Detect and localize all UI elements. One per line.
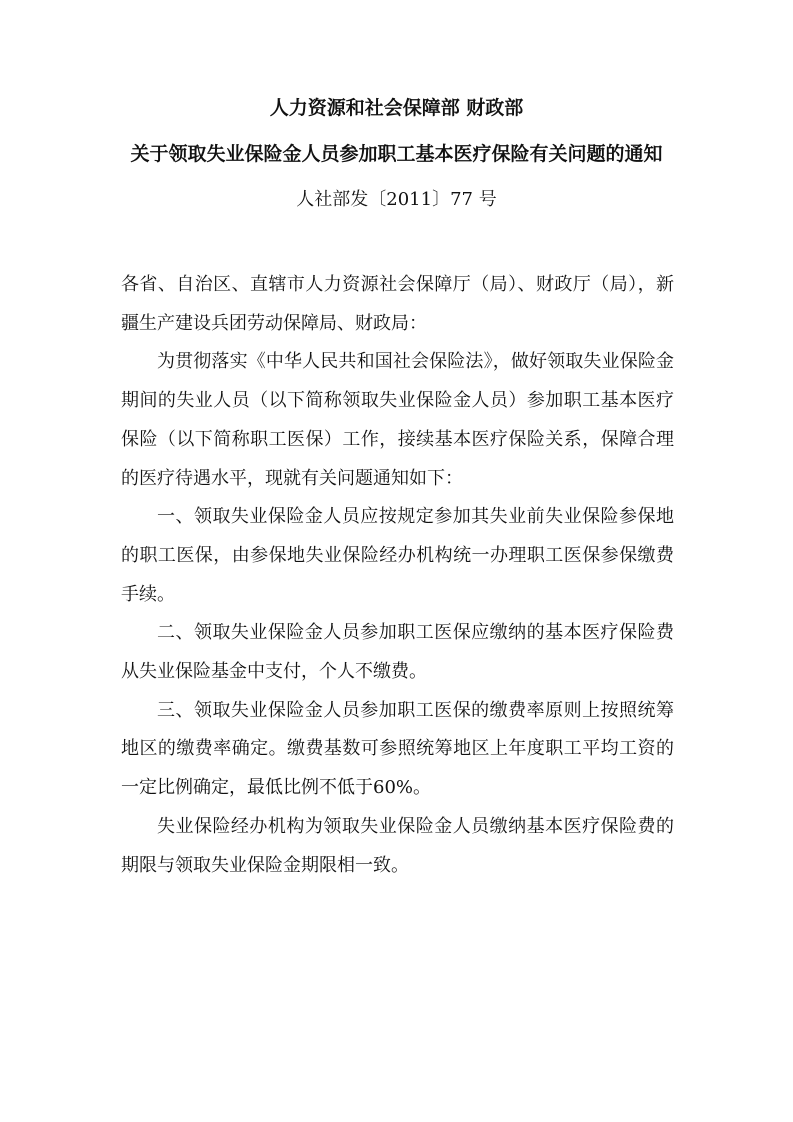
document-number: 人社部发〔2011〕77 号: [296, 189, 497, 210]
issuer-heading: 人力资源和社会保障部 财政部: [269, 97, 524, 119]
item-1-paragraph: 一、领取失业保险金人员应按规定参加其失业前失业保险参保地的职工医保，由参保地失业保险经办机构统一办理职工医保参保缴费手续。: [121, 506, 674, 605]
item-3-continuation-paragraph: 失业保险经办机构为领取失业保险金人员缴纳基本医疗保险费的期限与领取失业保险金期限相一致。: [121, 815, 674, 876]
intro-paragraph: 为贯彻落实《中华人民共和国社会保险法》，做好领取失业保险金期间的失业人员（以下简称领取失业保险金人员）参加职工基本医疗保险（以下简称职工医保）工作，接续基本医疗保险关系，保障合理的医疗待遇水平，现就有关问题通知如下：: [121, 351, 674, 489]
recipients-paragraph: 各省、自治区、直辖市人力资源社会保障厅（局）、财政厅（局），新疆生产建设兵团劳动保障局、财政局：: [121, 274, 674, 334]
item-2-paragraph: 二、领取失业保险金人员参加职工医保应缴纳的基本医疗保险费从失业保险基金中支付，个人不缴费。: [121, 622, 674, 683]
item-3-paragraph: 三、领取失业保险金人员参加职工医保的缴费率原则上按照统筹地区的缴费率确定。缴费基数可参照统筹地区上年度职工平均工资的一定比例确定，最低比例不低于60%。: [121, 699, 674, 799]
document-body: [121, 266, 674, 885]
document-title: 关于领取失业保险金人员参加职工基本医疗保险有关问题的通知: [130, 143, 663, 165]
